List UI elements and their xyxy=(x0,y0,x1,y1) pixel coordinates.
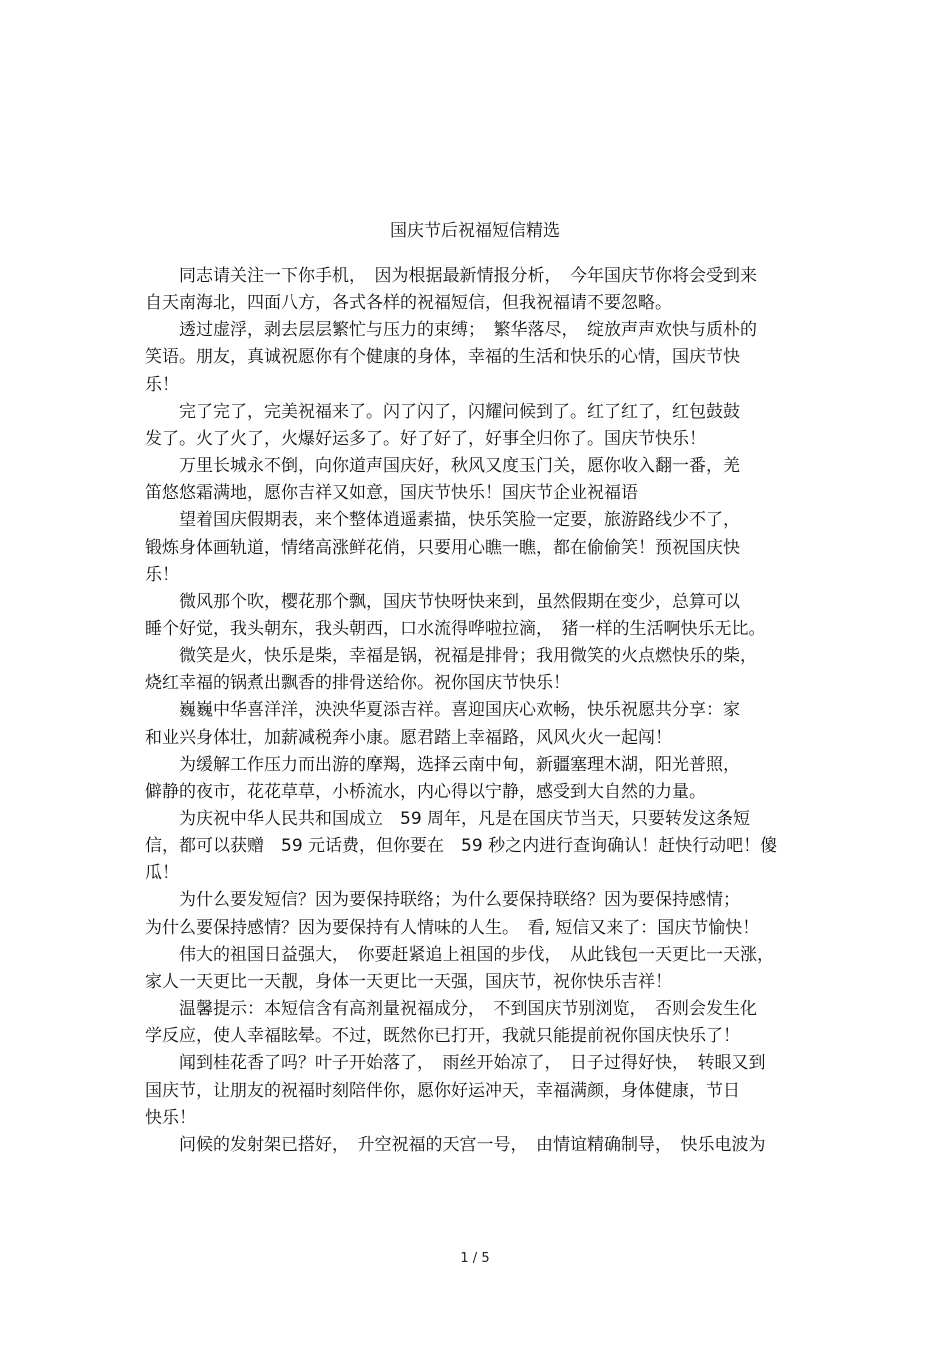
text-line: 同志请关注一下你手机， 因为根据最新情报分析， 今年国庆节你将会受到来 xyxy=(145,266,757,286)
text-line: 学反应，使人幸福眩晕。不过，既然你已打开，我就只能提前祝你国庆快乐了！ xyxy=(145,1026,740,1047)
text-line: 为什么要发短信？因为要保持联络；为什么要保持联络？因为要保持感情； xyxy=(145,890,740,911)
text-line: 睡个好觉，我头朝东，我头朝西，口水流得哗啦拉滴， 猪一样的生活啊快乐无比。 xyxy=(145,619,766,639)
text-line: 为什么要保持感情？因为要保持有人情味的人生。 看, 短信又来了：国庆节愉快！ xyxy=(145,917,760,938)
text-line: 家人一天更比一天靓，身体一天更比一天强，国庆节，祝你快乐吉祥！ xyxy=(145,971,672,992)
text-line: 望着国庆假期表，来个整体逍遥素描，快乐笑脸一定要，旅游路线少不了， xyxy=(145,510,740,531)
text-line: 乐！ xyxy=(145,564,179,585)
text-line: 国庆节，让朋友的祝福时刻陪伴你，愿你好运冲天，幸福满颜，身体健康，节日 xyxy=(145,1080,740,1101)
text-line: 微笑是火，快乐是柴，幸福是锅，祝福是排骨；我用微笑的火点燃快乐的柴， xyxy=(145,646,757,667)
page-number: 1 / 5 xyxy=(460,1251,490,1266)
text-line: 笛悠悠霜满地，愿你吉祥又如意，国庆节快乐！国庆节企业祝福语 xyxy=(145,483,638,504)
text-line: 万里长城永不倒，向你道声国庆好，秋风又度玉门关，愿你收入翻一番，羌 xyxy=(145,456,740,476)
text-line: 自天南海北，四面八方，各式各样的祝福短信，但我祝福请不要忽略。 xyxy=(145,293,672,314)
text-line: 烧红幸福的锅煮出飘香的排骨送给你。祝你国庆节快乐！ xyxy=(145,673,570,694)
text-line: 伟大的祖国日益强大， 你要赶紧追上祖国的步伐， 从此钱包一天更比一天涨， xyxy=(145,944,774,965)
text-line: 巍巍中华喜洋洋，泱泱华夏添吉祥。喜迎国庆心欢畅，快乐祝愿共分享：家 xyxy=(145,700,740,721)
text-line: 温馨提示：本短信含有高剂量祝福成分， 不到国庆节别浏览， 否则会发生化 xyxy=(145,999,757,1019)
text-line: 瓜！ xyxy=(145,863,179,884)
text-line: 和业兴身体壮，加薪减税奔小康。愿君踏上幸福路，风风火火一起闯！ xyxy=(145,727,672,748)
text-line: 完了完了，完美祝福来了。闪了闪了，闪耀问候到了。红了红了，红包鼓鼓 xyxy=(145,401,740,422)
text-line: 透过虚浮，剥去层层繁忙与压力的束缚； 繁华落尽， 绽放声声欢快与质朴的 xyxy=(145,320,757,341)
text-line: 信，都可以获赠 59 元话费，但你要在 59 秒之内进行查询确认！赶快行动吧！傻 xyxy=(145,836,778,857)
text-line: 为庆祝中华人民共和国成立 59 周年，凡是在国庆节当天，只要转发这条短 xyxy=(145,809,751,829)
text-line: 微风那个吹，樱花那个飘，国庆节快呀快来到，虽然假期在变少，总算可以 xyxy=(145,591,740,612)
text-line: 笑语。朋友，真诚祝愿你有个健康的身体，幸福的生活和快乐的心情，国庆节快 xyxy=(145,347,740,368)
text-line: 僻静的夜市，花花草草，小桥流水，内心得以宁静，感受到大自然的力量。 xyxy=(145,781,706,802)
text-line: 发了。火了火了，火爆好运多了。好了好了，好事全归你了。国庆节快乐！ xyxy=(145,428,706,449)
page-title: 国庆节后祝福短信精选 xyxy=(390,221,560,241)
text-line: 闻到桂花香了吗？叶子开始落了， 雨丝开始凉了， 日子过得好快， 转眼又到 xyxy=(145,1053,766,1074)
text-line: 锻炼身体画轨道，情绪高涨鲜花俏，只要用心瞧一瞧，都在偷偷笑！预祝国庆快 xyxy=(145,537,740,558)
text-line: 为缓解工作压力而出游的摩羯，选择云南中甸，新疆塞理木湖，阳光普照， xyxy=(145,754,740,775)
text-line: 乐！ xyxy=(145,374,179,395)
text-line: 快乐！ xyxy=(145,1107,196,1128)
text-line: 问候的发射架已搭好， 升空祝福的天宫一号， 由情谊精确制导， 快乐电波为 xyxy=(145,1134,766,1155)
